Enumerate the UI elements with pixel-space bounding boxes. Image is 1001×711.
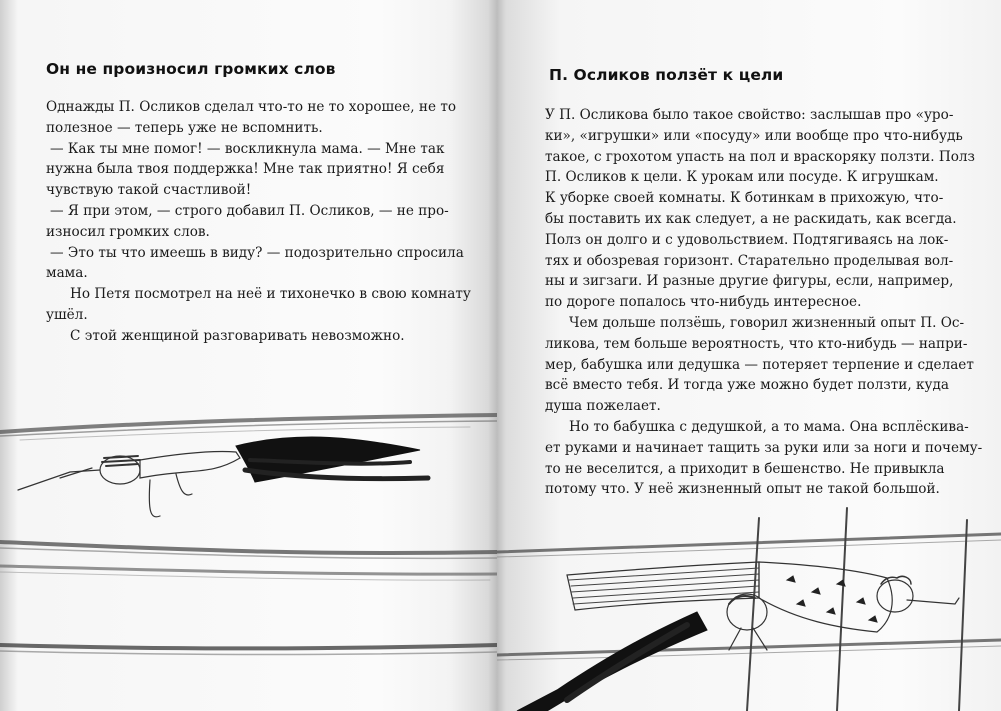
- left-page-title: Он не произносил громких слов: [46, 60, 336, 78]
- text-line: Чем дольше ползёшь, говорил жизненный опыт П. Ос-: [569, 314, 965, 331]
- text-line: по дороге попалось что-нибудь интересное.: [545, 294, 862, 311]
- text-line: ет руками и начинает тащить за руки или за ноги и почему-: [545, 439, 983, 456]
- right-page-title: П. Осликов ползёт к цели: [549, 66, 784, 84]
- text-line: ки», «игрушки» или «посуду» или вообще про что-нибудь: [545, 127, 963, 144]
- text-line: — Я при этом, — строго добавил П. Осликов, — не про-: [50, 202, 449, 219]
- text-line: всё вместо тебя. И тогда уже можно будет ползти, куда: [545, 377, 949, 394]
- left-page-text: [46, 97, 471, 347]
- text-line: Однажды П. Осликов сделал что-то не то хорошее, не то: [46, 99, 457, 115]
- text-line: ликова, тем больше вероятность, что кто-нибудь — напри-: [545, 335, 968, 352]
- mother-pulling-boy-drawing: [517, 562, 959, 711]
- text-line: нужна была твоя поддержка! Мне так приятно! Я себя: [46, 161, 445, 178]
- text-line: С этой женщиной разговаривать невозможно.: [70, 327, 405, 344]
- text-line: тях и обозревая горизонт. Старательно проделывая вол-: [545, 252, 954, 269]
- text-line: душа пожелает.: [545, 398, 661, 415]
- crawling-boy-drawing: [18, 437, 428, 517]
- text-line: — Как ты мне помог! — воскликнула мама. — Мне так: [50, 140, 445, 157]
- text-line: полезное — теперь уже не вспомнить.: [46, 119, 323, 136]
- text-line: К уборке своей комнаты. К ботинкам в прихожую, что-: [545, 190, 944, 207]
- text-line: У П. Осликова было такое свойство: заслышав про «уро-: [545, 107, 954, 123]
- text-line: мер, бабушка или дедушка — потеряет терпение и сделает: [545, 356, 974, 373]
- text-line: ушёл.: [46, 306, 88, 323]
- text-line: ны и зигзаги. И разные другие фигуры, если, например,: [545, 273, 954, 290]
- right-page: [497, 0, 1001, 711]
- text-line: то не веселится, а приходит в бешенство. Не привыкла: [545, 460, 945, 477]
- text-line: мама.: [46, 265, 88, 282]
- text-line: износил громких слов.: [46, 223, 210, 240]
- text-line: чувствую такой счастливой!: [46, 182, 252, 199]
- left-page: [0, 0, 497, 711]
- text-line: Полз он долго и с удовольствием. Подтягиваясь на лок-: [545, 231, 949, 248]
- text-line: П. Осликов к цели. К урокам или посуде. К игрушкам.: [545, 169, 939, 186]
- right-page-text: [545, 105, 983, 500]
- text-line: такое, с грохотом упасть на пол и враскоряку ползти. Полз: [545, 148, 975, 165]
- text-line: бы поставить их как следует, а не раскидать, как всегда.: [545, 210, 957, 227]
- text-line: Но Петя посмотрел на неё и тихонечко в свою комнату: [70, 286, 471, 303]
- text-line: Но то бабушка с дедушкой, а то мама. Она всплёскива-: [569, 418, 969, 435]
- text-line: — Это ты что имеешь в виду? — подозрительно спросила: [50, 244, 464, 261]
- text-line: потому что. У неё жизненный опыт не такой большой.: [545, 481, 940, 498]
